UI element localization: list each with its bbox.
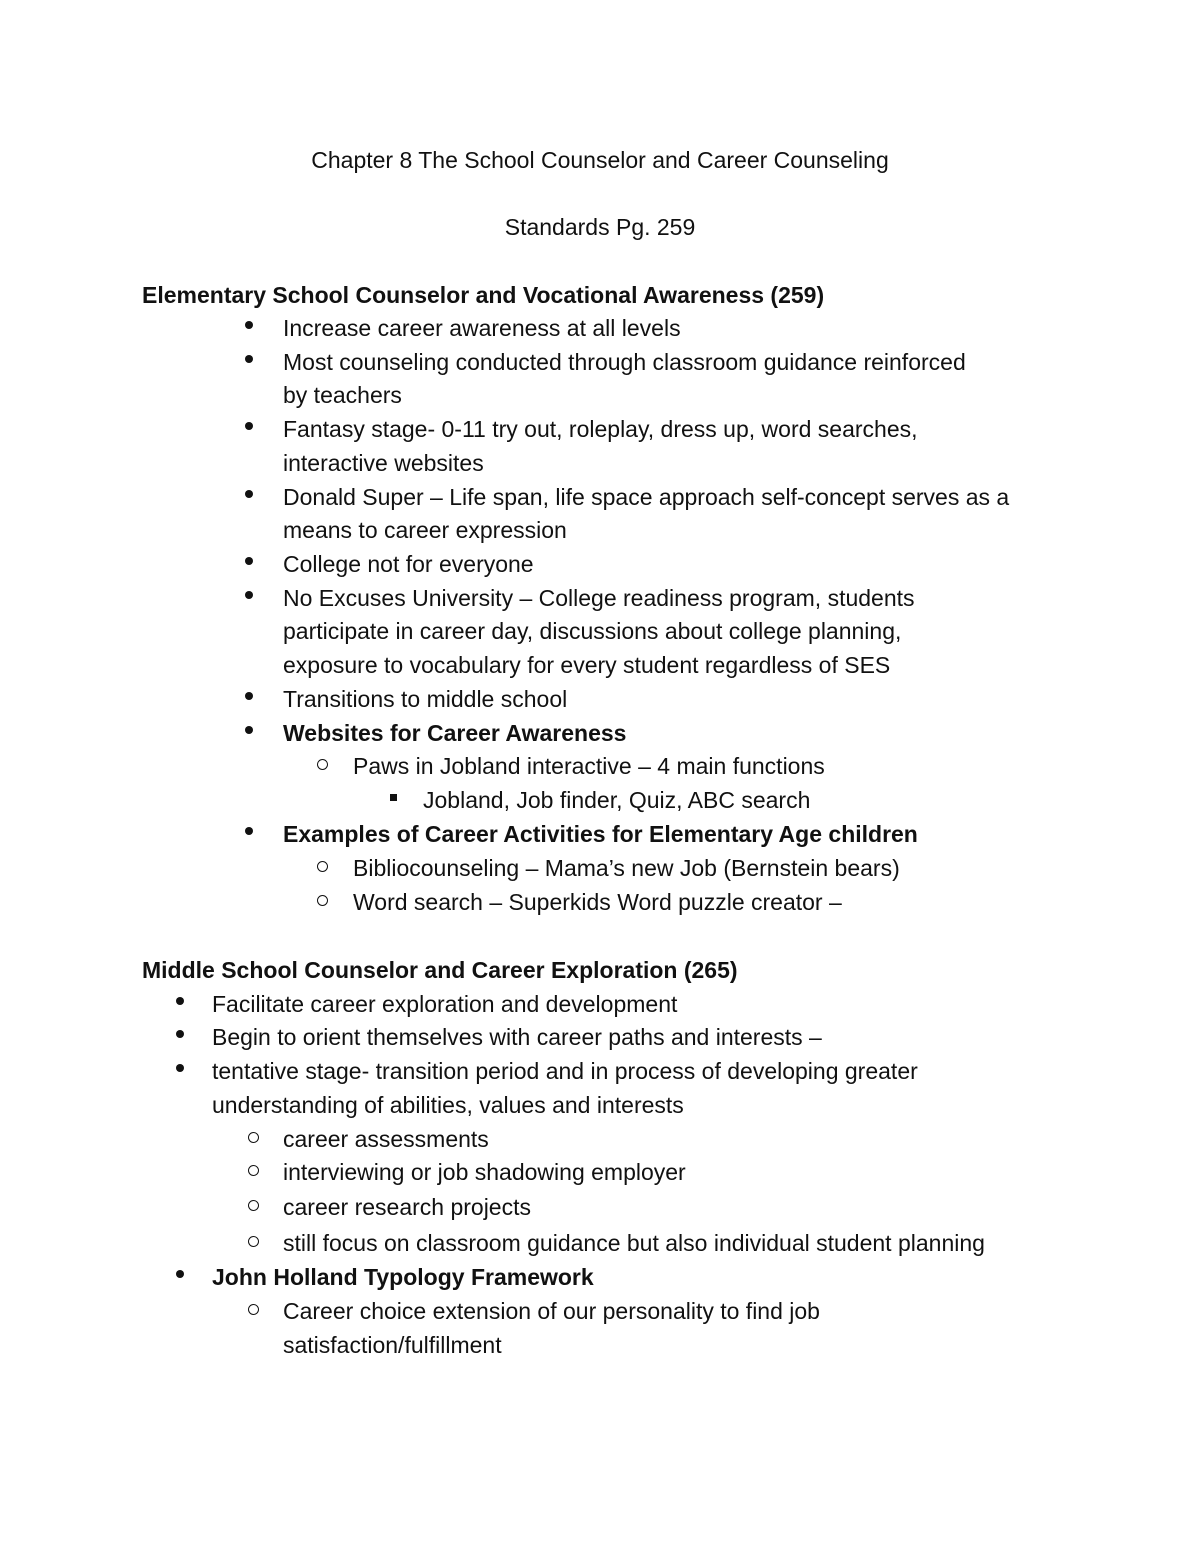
bullet-icon [245,422,253,430]
bullet-icon [176,997,184,1005]
bullet-icon [245,827,253,835]
circle-bullet-icon [248,1200,259,1211]
section-heading-elementary: Elementary School Counselor and Vocational Awareness (259) [142,282,825,308]
bullet-icon [245,591,253,599]
list-item-continuation: means to career expression [283,517,567,543]
document-subtitle: Standards Pg. 259 [504,214,696,240]
square-bullet-icon [390,794,397,801]
circle-bullet-icon [317,861,328,872]
sub-list-item: Career choice extension of our personality to find job [283,1298,820,1324]
bullet-icon [245,726,253,734]
list-item: Begin to orient themselves with career paths and interests – [212,1024,822,1050]
document-title: Chapter 8 The School Counselor and Career Counseling [311,147,889,173]
sub-sub-list-item: Jobland, Job finder, Quiz, ABC search [423,787,811,813]
bullet-icon [245,355,253,363]
list-item: Most counseling conducted through classroom guidance reinforced [283,349,966,375]
list-item-continuation: participate in career day, discussions about college planning, [283,618,902,644]
list-item-continuation: interactive websites [283,450,484,476]
circle-bullet-icon [248,1304,259,1315]
bullet-icon [245,692,253,700]
sub-list-item-continuation: satisfaction/fulfillment [283,1332,502,1358]
list-item: College not for everyone [283,551,534,577]
bullet-icon [245,490,253,498]
circle-bullet-icon [248,1236,259,1247]
sub-list-item: Bibliocounseling – Mama’s new Job (Bernstein bears) [353,855,900,881]
sub-list-item: interviewing or job shadowing employer [283,1159,686,1185]
bullet-icon [245,321,253,329]
list-item: Increase career awareness at all levels [283,315,681,341]
section-heading-middle: Middle School Counselor and Career Exploration (265) [142,957,738,983]
sub-list-item: Paws in Jobland interactive – 4 main functions [353,753,825,779]
circle-bullet-icon [317,759,328,770]
circle-bullet-icon [317,895,328,906]
list-item: Facilitate career exploration and development [212,991,678,1017]
list-item: No Excuses University – College readiness program, students [283,585,915,611]
list-item-heading: Examples of Career Activities for Elementary Age children [283,821,918,847]
list-item: tentative stage- transition period and in process of developing greater [212,1058,918,1084]
sub-list-item: career research projects [283,1194,531,1220]
bullet-icon [176,1064,184,1072]
list-item: Donald Super – Life span, life space approach self-concept serves as a [283,484,1010,510]
circle-bullet-icon [248,1132,259,1143]
list-item-continuation: by teachers [283,382,402,408]
bullet-icon [245,557,253,565]
bullet-icon [176,1030,184,1038]
list-item-heading: John Holland Typology Framework [212,1264,594,1290]
list-item-continuation: understanding of abilities, values and interests [212,1092,684,1118]
list-item-heading: Websites for Career Awareness [283,720,627,746]
bullet-icon [176,1270,184,1278]
sub-list-item: Word search – Superkids Word puzzle creator – [353,889,842,915]
list-item: Fantasy stage- 0-11 try out, roleplay, dress up, word searches, [283,416,918,442]
sub-list-item: career assessments [283,1126,489,1152]
sub-list-item: still focus on classroom guidance but also individual student planning [283,1230,985,1256]
list-item: Transitions to middle school [283,686,568,712]
circle-bullet-icon [248,1165,259,1176]
list-item-continuation: exposure to vocabulary for every student regardless of SES [283,652,891,678]
